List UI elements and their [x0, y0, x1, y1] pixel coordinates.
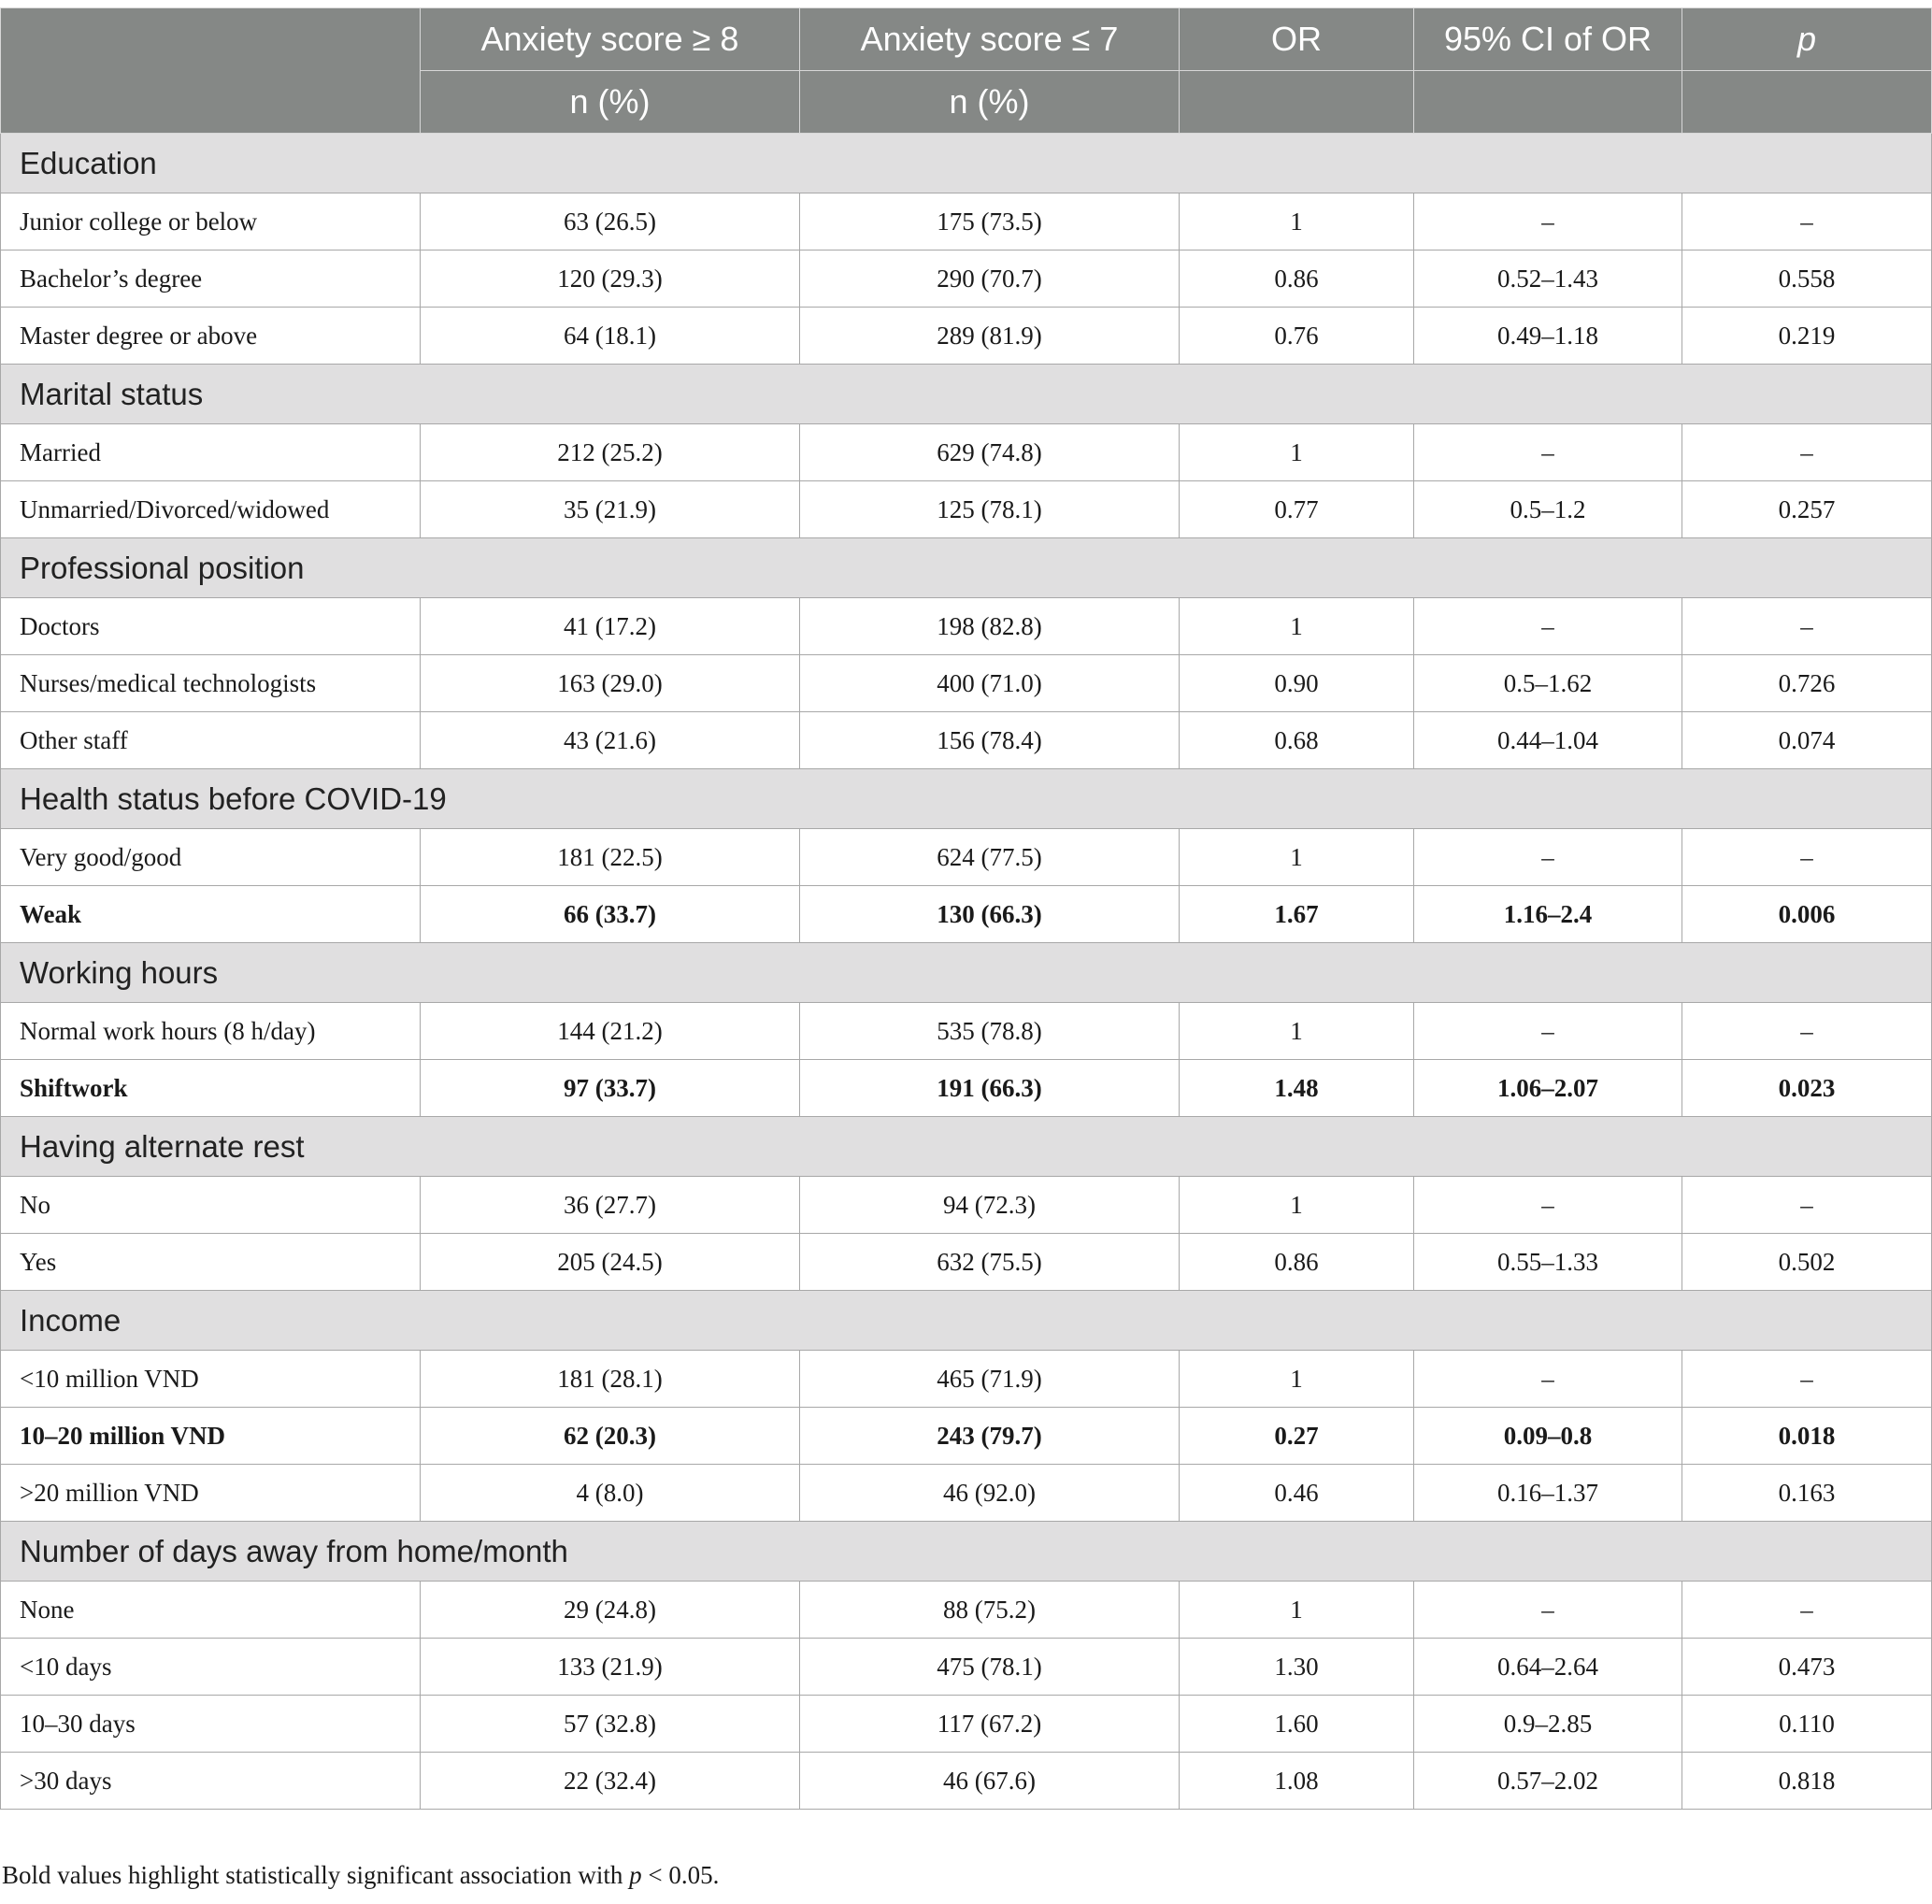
cell-or: 0.77: [1180, 481, 1414, 538]
cell-anxiety-high: 57 (32.8): [421, 1696, 800, 1753]
cell-anxiety-high: 205 (24.5): [421, 1234, 800, 1291]
cell-p-value: –: [1682, 598, 1932, 655]
section-row: [1, 1291, 1932, 1351]
cell-p-value: 0.726: [1682, 655, 1932, 712]
cell-anxiety-low: 94 (72.3): [800, 1177, 1180, 1234]
cell-anxiety-low: 130 (66.3): [800, 886, 1180, 943]
cell-anxiety-high: 181 (28.1): [421, 1351, 800, 1408]
table-row: [1, 1582, 1932, 1639]
cell-anxiety-high: 36 (27.7): [421, 1177, 800, 1234]
table-row: [1, 1639, 1932, 1696]
cell-or: 0.76: [1180, 308, 1414, 365]
cell-anxiety-low: 475 (78.1): [800, 1639, 1180, 1696]
table-row: [1, 1753, 1932, 1810]
cell-ci: –: [1414, 598, 1682, 655]
row-label: Unmarried/Divorced/widowed: [1, 481, 421, 538]
cell-anxiety-high: 63 (26.5): [421, 193, 800, 251]
header-or: OR: [1180, 8, 1414, 71]
cell-anxiety-low: 88 (75.2): [800, 1582, 1180, 1639]
cell-anxiety-low: 289 (81.9): [800, 308, 1180, 365]
cell-ci: 1.06–2.07: [1414, 1060, 1682, 1117]
cell-p-value: 0.110: [1682, 1696, 1932, 1753]
cell-anxiety-low: 198 (82.8): [800, 598, 1180, 655]
section-title: Health status before COVID-19: [1, 769, 1932, 829]
cell-p-value: –: [1682, 1351, 1932, 1408]
row-label: None: [1, 1582, 421, 1639]
table-row: [1, 598, 1932, 655]
cell-p-value: 0.818: [1682, 1753, 1932, 1810]
cell-p-value: –: [1682, 1177, 1932, 1234]
cell-anxiety-low: 191 (66.3): [800, 1060, 1180, 1117]
cell-anxiety-high: 212 (25.2): [421, 424, 800, 481]
cell-p-value: 0.257: [1682, 481, 1932, 538]
cell-anxiety-low: 400 (71.0): [800, 655, 1180, 712]
section-title: Number of days away from home/month: [1, 1522, 1932, 1582]
cell-p-value: –: [1682, 1582, 1932, 1639]
section-row: [1, 1117, 1932, 1177]
row-label: <10 million VND: [1, 1351, 421, 1408]
row-label: Bachelor’s degree: [1, 251, 421, 308]
cell-anxiety-high: 163 (29.0): [421, 655, 800, 712]
cell-ci: –: [1414, 193, 1682, 251]
section-row: [1, 538, 1932, 598]
cell-anxiety-low: 290 (70.7): [800, 251, 1180, 308]
cell-p-value: 0.163: [1682, 1465, 1932, 1522]
cell-p-value: 0.074: [1682, 712, 1932, 769]
footnote-text: Bold values highlight statistically significant association with: [2, 1861, 630, 1889]
cell-ci: 0.44–1.04: [1414, 712, 1682, 769]
row-label: Master degree or above: [1, 308, 421, 365]
cell-or: 0.68: [1180, 712, 1414, 769]
cell-or: 1: [1180, 1177, 1414, 1234]
header-ci: 95% CI of OR: [1414, 8, 1682, 71]
cell-or: 0.46: [1180, 1465, 1414, 1522]
cell-or: 1: [1180, 424, 1414, 481]
cell-or: 1.48: [1180, 1060, 1414, 1117]
cell-or: 1.08: [1180, 1753, 1414, 1810]
table-row: [1, 308, 1932, 365]
section-row: [1, 769, 1932, 829]
cell-or: 0.90: [1180, 655, 1414, 712]
row-label: Married: [1, 424, 421, 481]
section-title: Education: [1, 134, 1932, 193]
cell-anxiety-low: 125 (78.1): [800, 481, 1180, 538]
table-row: [1, 829, 1932, 886]
cell-ci: 0.9–2.85: [1414, 1696, 1682, 1753]
table-row: [1, 1234, 1932, 1291]
cell-anxiety-low: 46 (67.6): [800, 1753, 1180, 1810]
cell-ci: 0.64–2.64: [1414, 1639, 1682, 1696]
row-label: 10–30 days: [1, 1696, 421, 1753]
table-header: [1, 8, 1932, 134]
cell-anxiety-high: 133 (21.9): [421, 1639, 800, 1696]
row-label: >20 million VND: [1, 1465, 421, 1522]
header-corner-cell: [1, 8, 421, 134]
cell-anxiety-high: 29 (24.8): [421, 1582, 800, 1639]
cell-or: 1: [1180, 598, 1414, 655]
cell-ci: –: [1414, 424, 1682, 481]
cell-anxiety-low: 156 (78.4): [800, 712, 1180, 769]
cell-p-value: –: [1682, 829, 1932, 886]
cell-ci: –: [1414, 1351, 1682, 1408]
table-row: [1, 481, 1932, 538]
cell-ci: 0.09–0.8: [1414, 1408, 1682, 1465]
cell-anxiety-high: 43 (21.6): [421, 712, 800, 769]
table-footnote: [2, 1861, 719, 1890]
row-label: No: [1, 1177, 421, 1234]
section-title: Working hours: [1, 943, 1932, 1003]
cell-ci: 0.16–1.37: [1414, 1465, 1682, 1522]
cell-anxiety-low: 465 (71.9): [800, 1351, 1180, 1408]
cell-ci: 0.5–1.62: [1414, 655, 1682, 712]
row-label: Very good/good: [1, 829, 421, 886]
cell-ci: 0.52–1.43: [1414, 251, 1682, 308]
table-body: [1, 134, 1932, 1810]
cell-anxiety-high: 144 (21.2): [421, 1003, 800, 1060]
cell-ci: –: [1414, 1582, 1682, 1639]
header-row-top: [1, 8, 1932, 71]
cell-ci: 1.16–2.4: [1414, 886, 1682, 943]
cell-anxiety-high: 35 (21.9): [421, 481, 800, 538]
cell-anxiety-high: 62 (20.3): [421, 1408, 800, 1465]
cell-p-value: –: [1682, 1003, 1932, 1060]
header-or-sub-empty: [1180, 71, 1414, 134]
row-label: Doctors: [1, 598, 421, 655]
section-row: [1, 1522, 1932, 1582]
table-row: [1, 424, 1932, 481]
header-anxiety-low: Anxiety score ≤ 7: [800, 8, 1180, 71]
header-anxiety-low-unit: n (%): [800, 71, 1180, 134]
footnote-threshold: < 0.05.: [641, 1861, 720, 1889]
table-row: [1, 1408, 1932, 1465]
cell-ci: 0.57–2.02: [1414, 1753, 1682, 1810]
cell-p-value: 0.018: [1682, 1408, 1932, 1465]
table-row: [1, 1696, 1932, 1753]
cell-ci: –: [1414, 1003, 1682, 1060]
row-label: Nurses/medical technologists: [1, 655, 421, 712]
table-row: [1, 1465, 1932, 1522]
row-label: Yes: [1, 1234, 421, 1291]
cell-p-value: 0.502: [1682, 1234, 1932, 1291]
footnote-p-symbol: p: [629, 1861, 642, 1889]
table-row: [1, 655, 1932, 712]
cell-or: 1.60: [1180, 1696, 1414, 1753]
table-row: [1, 886, 1932, 943]
row-label: Weak: [1, 886, 421, 943]
cell-anxiety-high: 120 (29.3): [421, 251, 800, 308]
cell-anxiety-high: 22 (32.4): [421, 1753, 800, 1810]
section-row: [1, 365, 1932, 424]
cell-ci: 0.55–1.33: [1414, 1234, 1682, 1291]
cell-or: 1: [1180, 1003, 1414, 1060]
header-anxiety-high: Anxiety score ≥ 8: [421, 8, 800, 71]
cell-p-value: 0.219: [1682, 308, 1932, 365]
cell-anxiety-low: 629 (74.8): [800, 424, 1180, 481]
cell-ci: –: [1414, 1177, 1682, 1234]
cell-anxiety-high: 4 (8.0): [421, 1465, 800, 1522]
table-row: [1, 1003, 1932, 1060]
row-label: Junior college or below: [1, 193, 421, 251]
table-row: [1, 1060, 1932, 1117]
cell-anxiety-low: 46 (92.0): [800, 1465, 1180, 1522]
cell-or: 0.86: [1180, 251, 1414, 308]
cell-p-value: 0.006: [1682, 886, 1932, 943]
section-title: Professional position: [1, 538, 1932, 598]
cell-anxiety-high: 66 (33.7): [421, 886, 800, 943]
section-title: Having alternate rest: [1, 1117, 1932, 1177]
cell-anxiety-low: 243 (79.7): [800, 1408, 1180, 1465]
row-label: 10–20 million VND: [1, 1408, 421, 1465]
header-p-sub-empty: [1682, 71, 1932, 134]
header-ci-sub-empty: [1414, 71, 1682, 134]
table-row: [1, 712, 1932, 769]
table-row: [1, 1177, 1932, 1234]
cell-p-value: –: [1682, 424, 1932, 481]
cell-ci: 0.49–1.18: [1414, 308, 1682, 365]
row-label: >30 days: [1, 1753, 421, 1810]
table-row: [1, 193, 1932, 251]
header-p-value: p: [1682, 8, 1932, 71]
cell-anxiety-low: 117 (67.2): [800, 1696, 1180, 1753]
cell-or: 1: [1180, 193, 1414, 251]
section-title: Income: [1, 1291, 1932, 1351]
cell-anxiety-low: 175 (73.5): [800, 193, 1180, 251]
cell-ci: 0.5–1.2: [1414, 481, 1682, 538]
cell-anxiety-high: 181 (22.5): [421, 829, 800, 886]
row-label: Normal work hours (8 h/day): [1, 1003, 421, 1060]
results-table-container: [0, 7, 1931, 1810]
row-label: Other staff: [1, 712, 421, 769]
section-title: Marital status: [1, 365, 1932, 424]
cell-p-value: –: [1682, 193, 1932, 251]
cell-ci: –: [1414, 829, 1682, 886]
table-row: [1, 1351, 1932, 1408]
cell-or: 1.30: [1180, 1639, 1414, 1696]
cell-p-value: 0.558: [1682, 251, 1932, 308]
header-anxiety-high-unit: n (%): [421, 71, 800, 134]
cell-anxiety-low: 632 (75.5): [800, 1234, 1180, 1291]
cell-anxiety-high: 64 (18.1): [421, 308, 800, 365]
cell-anxiety-low: 624 (77.5): [800, 829, 1180, 886]
results-table: [0, 7, 1932, 1810]
cell-or: 0.27: [1180, 1408, 1414, 1465]
section-row: [1, 943, 1932, 1003]
cell-or: 1: [1180, 1582, 1414, 1639]
cell-anxiety-high: 97 (33.7): [421, 1060, 800, 1117]
cell-p-value: 0.473: [1682, 1639, 1932, 1696]
section-row: [1, 134, 1932, 193]
row-label: <10 days: [1, 1639, 421, 1696]
cell-or: 1.67: [1180, 886, 1414, 943]
cell-or: 0.86: [1180, 1234, 1414, 1291]
row-label: Shiftwork: [1, 1060, 421, 1117]
cell-or: 1: [1180, 829, 1414, 886]
cell-or: 1: [1180, 1351, 1414, 1408]
cell-p-value: 0.023: [1682, 1060, 1932, 1117]
cell-anxiety-low: 535 (78.8): [800, 1003, 1180, 1060]
table-row: [1, 251, 1932, 308]
cell-anxiety-high: 41 (17.2): [421, 598, 800, 655]
